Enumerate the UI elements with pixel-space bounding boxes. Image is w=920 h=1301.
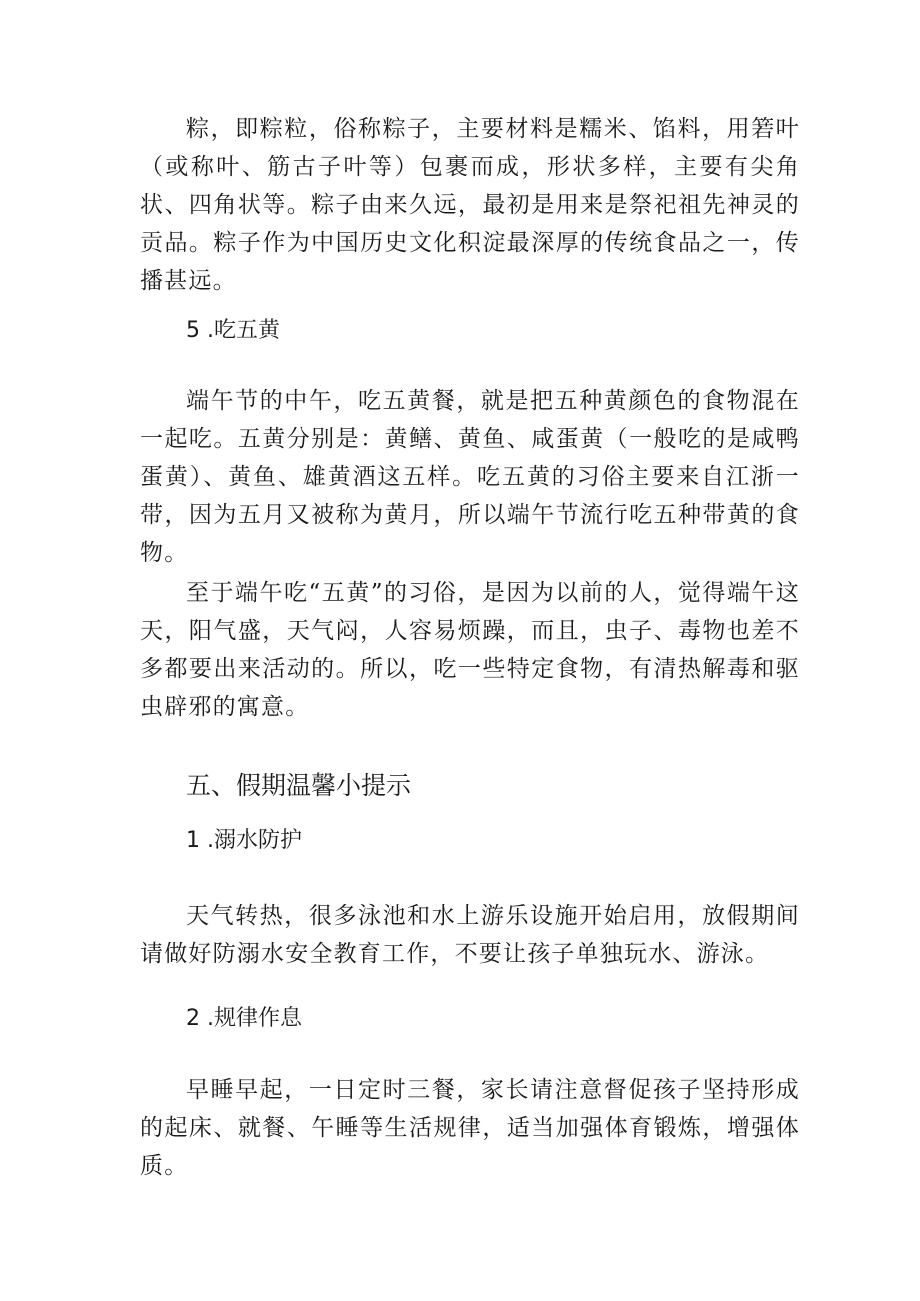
paragraph-zongzi: 粽，即粽粒，俗称粽子，主要材料是糯米、馅料，用箬叶（或称叶、筋古子叶等）包裹而成，形状多样，主要有尖角状、四角状等。粽子由来久远，最初是用来是祭祀祖先神灵的贡品。粽子作为中国历史文化积淀最深厚的传统食品之一，传播甚远。 [140,116,800,294]
paragraph-routine: 早睡早起，一日定时三餐，家长请注意督促孩子坚持形成的起床、就餐、午睡等生活规律，适当加强体育锻炼，增强体质。 [140,1077,800,1179]
paragraph-drowning: 天气转热，很多泳池和水上游乐设施开始启用，放假期间请做好防溺水安全教育工作，不要让孩子单独玩水、游泳。 [140,903,800,967]
heading-eat-wuhuang: 5 .吃五黄 [186,318,280,343]
section-heading-holiday-tips: 五、假期温馨小提示 [186,771,412,800]
heading-routine: 2 .规律作息 [186,1006,302,1031]
heading-drowning: 1 .溺水防护 [186,828,302,853]
paragraph-wuhuang-reason: 至于端午吃“五黄”的习俗，是因为以前的人，觉得端午这天，阳气盛，天气闷，人容易烦躁，而且，虫子、毒物也差不多都要出来活动的。所以，吃一些特定食物，有清热解毒和驱虫辟邪的寓意。 [140,580,800,720]
paragraph-wuhuang-intro: 端午节的中午，吃五黄餐，就是把五种黄颜色的食物混在一起吃。五黄分别是：黄鳝、黄鱼、咸蛋黄（一般吃的是咸鸭蛋黄）、黄鱼、雄黄酒这五样。吃五黄的习俗主要来自江浙一带，因为五月又被称为黄月，所以端午节流行吃五种带黄的食物。 [140,388,800,566]
